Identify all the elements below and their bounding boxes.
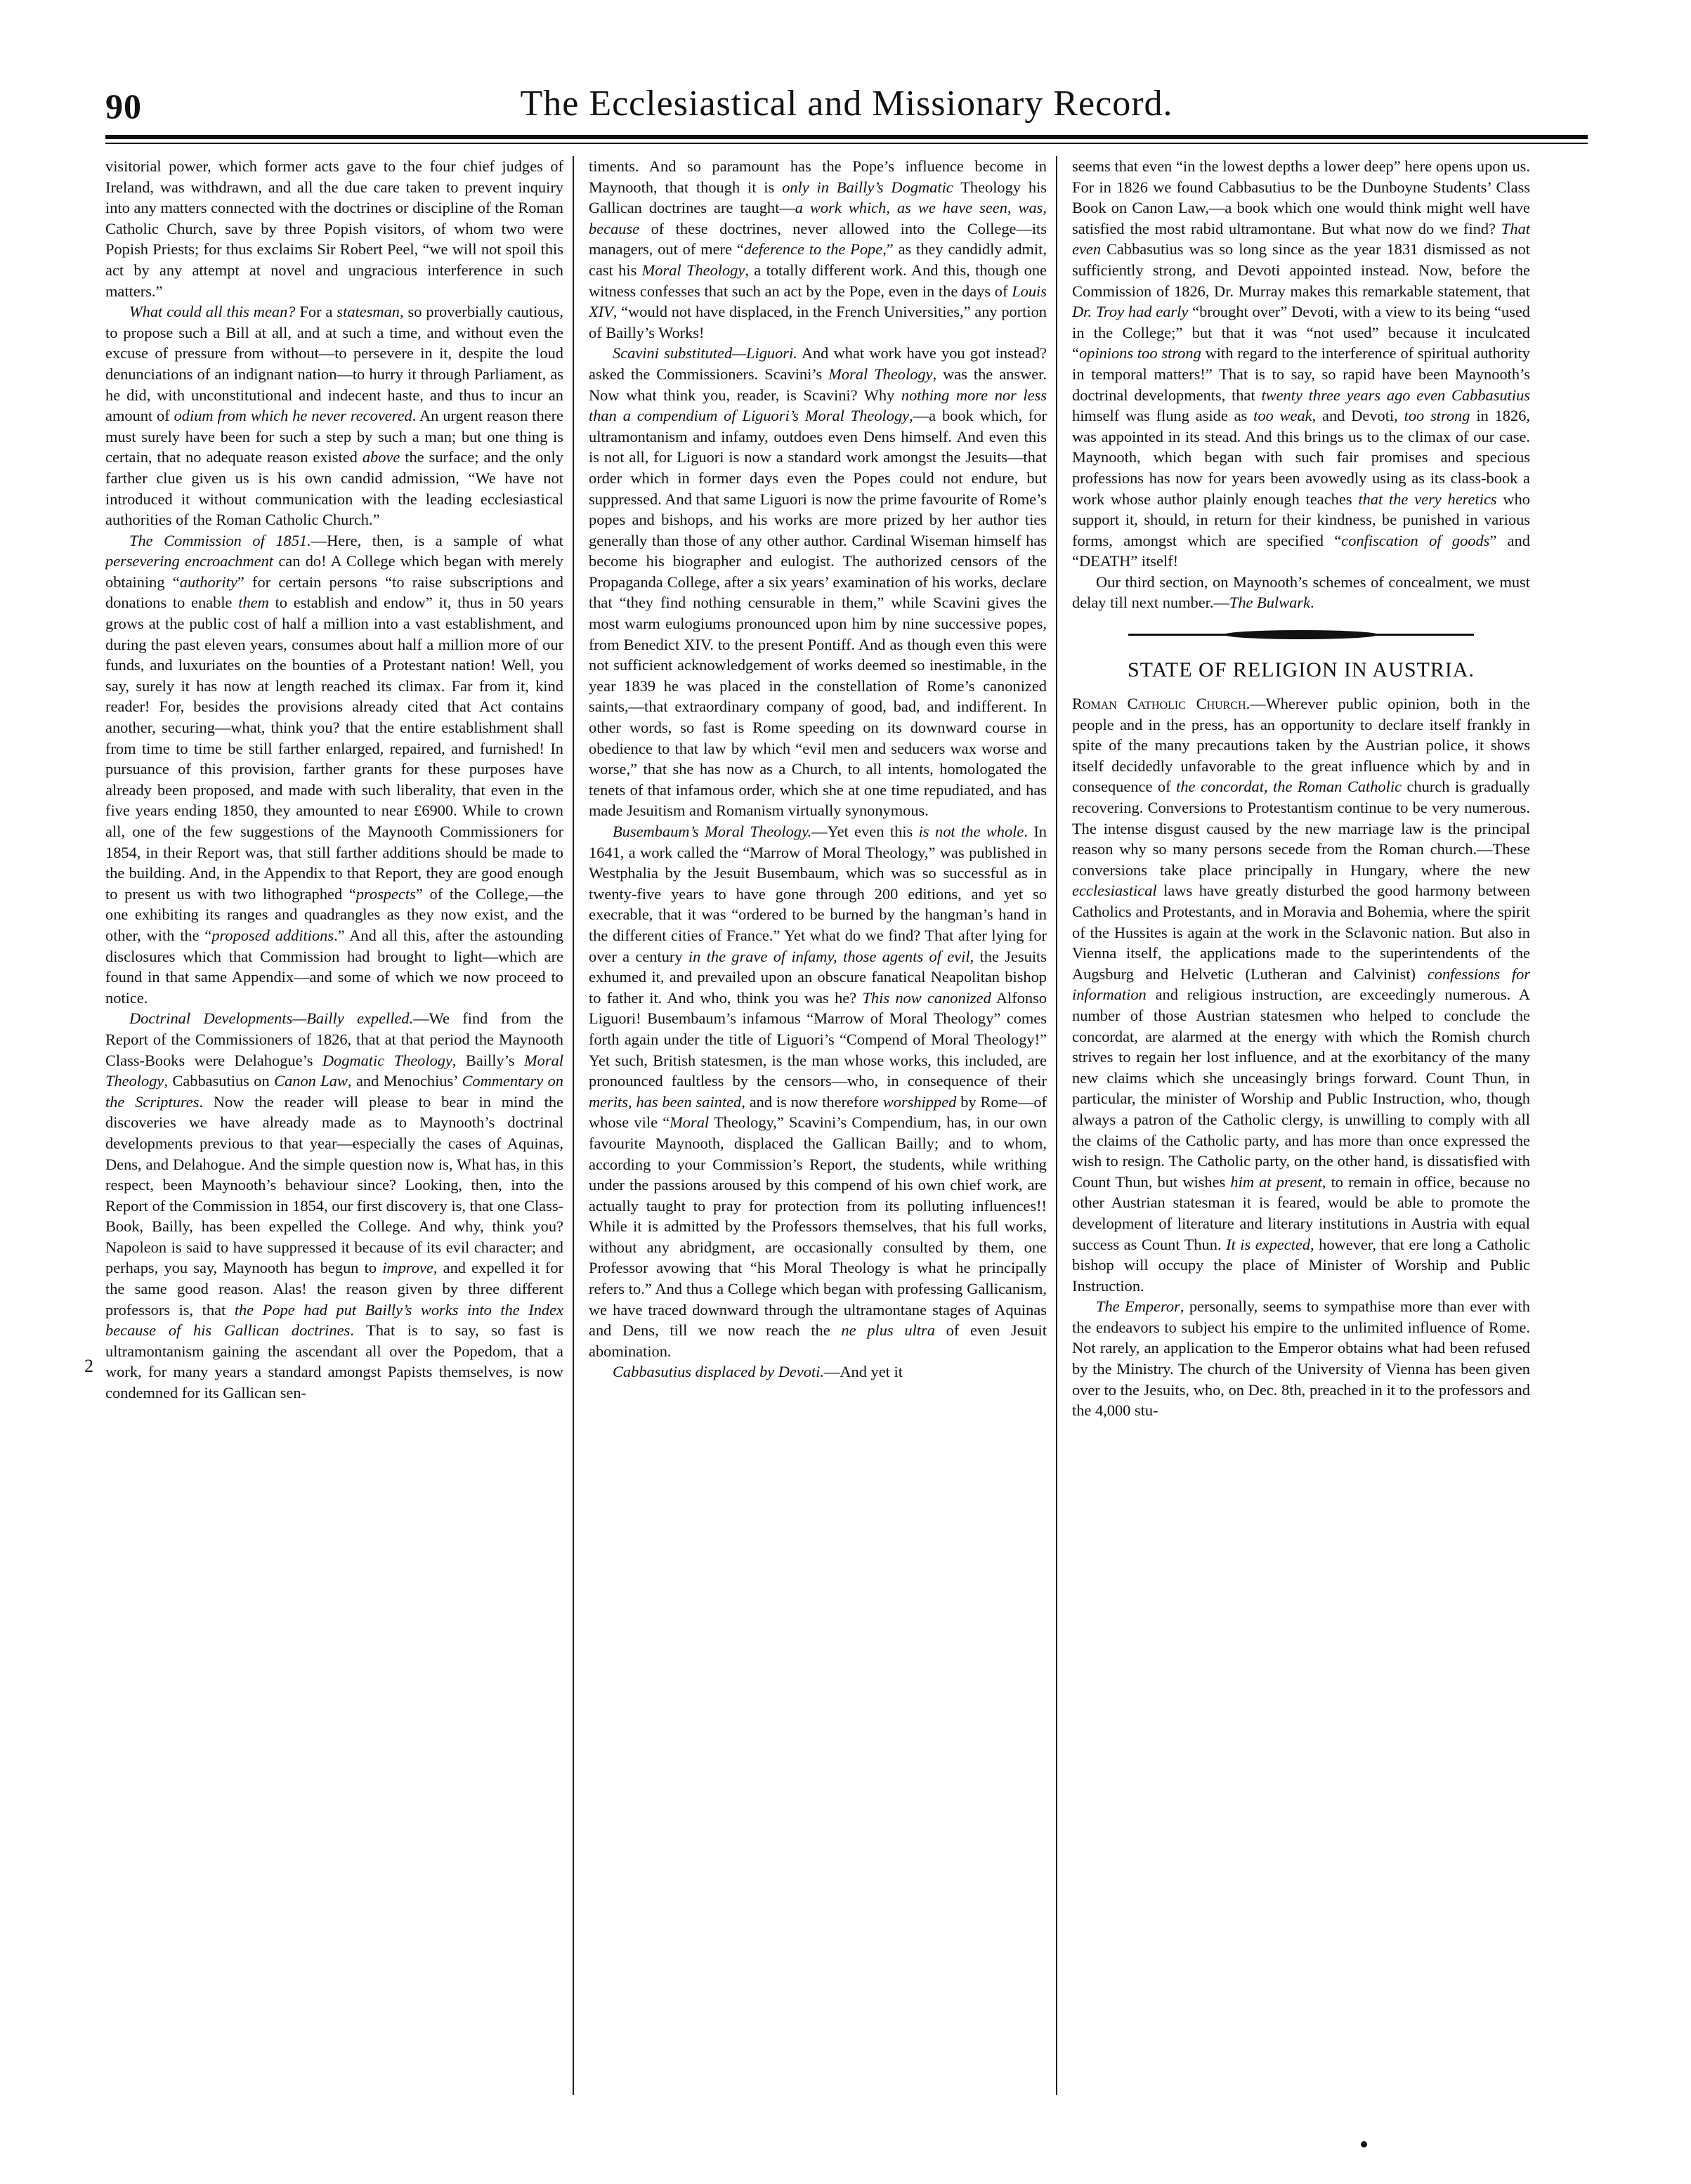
page-number: 90 <box>105 86 142 126</box>
source-attribution: The Bulwark <box>1229 594 1310 612</box>
header-rule-thick <box>105 135 1588 139</box>
subsection-heading: Cabbasutius displaced by Devoti. <box>613 1363 824 1381</box>
header-rule-thin <box>105 143 1588 144</box>
running-title: The Ecclesiastical and Missionary Record. <box>520 84 1173 124</box>
paragraph: Roman Catholic Church.—Wherever public opinion, both in the people and in the press, has an opportunity to declare itself frankly in spite of the many precautions taken by the Austrian police, it shows itself decidedly unfavorable to the great influence which by and in consequence of the concordat, the Roman Catholic church is gradually recovering. Conversions to Protestantism continue to be very numerous. The intense disgust caused by the new marriage law is the principal reason why so many persons secede from the Roman church.—These conversions take place principally in Hungary, where the new ecclesiastical laws have greatly disturbed the good harmony between Catholics and Protestants, and in Moravia and Bohemia, where the spirit of the Hussites is again at the work in the Sclavonic nation. But also in Vienna itself, the applications made to the superintendents of the Augsburg and Helvetic (Lutheran and Calvinist) confessions for information and religious instruction, are exceedingly numerous. A number of those Austrian statesmen who helped to conclude the concordat, are alarmed at the energy with which the Romish church strives to regain her lost influence, and at the exorbitancy of the many new claims which she unceasingly brings forward. Count Thun, in particular, the minister of Worship and Public Instruction, who, though always a patron of the Catholic clergy, is unwilling to comply with all the claims of the Catholic party, and has more than once expressed the wish to resign. The Catholic party, on the other hand, is dissatisfied with Count Thun, but wishes him at present, to remain in office, because no other Austrian statesman it is feared, would be able to promote the development of literature and literary institutions in Austria with equal success as Count Thun. It is expected, however, that ere long a Catholic bishop will occupy the place of Minister of Worship and Public Instruction. <box>1072 695 1530 1295</box>
subsection-heading: The Emperor <box>1096 1297 1180 1316</box>
subsection-heading: The Commission of 1851. <box>129 531 311 549</box>
subsection-heading: Doctrinal Developments—Bailly expelled. <box>129 1009 414 1028</box>
column-2 <box>589 156 1047 2116</box>
paragraph: Our third section, on Maynooth’s schemes of concealment, we must delay till next number.—The Bulwark. <box>1072 573 1530 612</box>
column-divider-1 <box>573 156 574 2095</box>
paragraph: The Emperor, personally, seems to sympathise more than ever with the endeavors to subject his empire to the unlimited influence of Rome. Not rarely, an application to the Emperor obtains what had been refused by the Ministry. The church of the University of Vienna has been given over to the Jesuits, who, on Dec. 8th, preached in it to the professors and the 4,000 stu- <box>1072 1297 1530 1420</box>
lead-phrase: What could all this mean? <box>129 303 296 321</box>
column-divider-2 <box>1056 156 1057 2095</box>
paragraph: Busembaum’s Moral Theology.—Yet even this is not the whole. In 1641, a work called the “Marrow of Moral Theology,” was published in Westphalia by the Jesuit Busembaum, which was so successful as in twenty-five years to have gone through 200 editions, and yet so execrable, that it was “ordered to be burned by the hangman’s hand in the different cities of France.” Yet what do we find? That after lying for over a century in the grave of infamy, those agents of evil, the Jesuits exhumed it, and prevailed upon an obscure fanatical Neapolitan bishop to father it. And who, think you was he? This now canonized Alfonso Liguori! Busembaum’s infamous “Marrow of Moral Theology” comes forth again under the title of Liguori’s “Compend of Moral Theology!” Yet such, British statesmen, is the man whose works, this included, are pronounced faultless by the censors—who, in consequence of their merits, has been sainted, and is now therefore worshipped by Rome—of whose vile “Moral Theology,” Scavini’s Compendium, has, in our own favourite Maynooth, displaced the Gallican Bailly; and to whom, according to your Commission’s Report, the students, while writhing under the passions aroused by this compend of his own chief work, are actually taught to pray for protection from its polluting influences!! While it is admitted by the Professors themselves, that his full works, without any abridgment, are occasionally consulted by them, one Professor avowing that “his Moral Theology is what he principally refers to.” And thus a College which began with professing Gallicanism, we have traced downward through the ultramontane stages of Aquinas and Dens, till we now reach the ne plus ultra of even Jesuit abomination. <box>589 823 1047 1360</box>
subsection-heading: Busembaum’s Moral Theology. <box>613 823 812 840</box>
paragraph: The Commission of 1851.—Here, then, is a sample of what persevering encroachment can do! A College which began with merely obtaining “authority” for certain persons “to raise subscriptions and donations to enable them to establish and endow” it, thus in 50 years grows at the public cost of half a million into a vast establishment, and during the past eleven years, consumes about half a million more of our funds, and luxuriates on the bounties of a Protestant nation! Well, you say, surely it has now at length reached its climax. Far from it, kind reader! For, besides the provisions already cited that Act contains another, securing—what, think you? that the entire establishment shall from time to time be still farther enlarged, repaired, and furnished! In pursuance of this provision, farther grants for these purposes have already been proposed, and made with such liberality, that even in the five years ending 1850, they amounted to near £6900. While to crown all, one of the few suggestions of the Maynooth Commissioners for 1854, in their Report was, that still farther additions should be made to the building. And, in the Appendix to that Report, they are good enough to present us with two lithographed “prospects” of the College,—the one exhibiting its ranges and quadrangles as they now exist, and the other, with the “proposed additions.” And all this, after the astounding disclosures which that Commission had brought to light—which are found in that same Appendix—and some of which we now proceed to notice. <box>105 531 563 1007</box>
divider-ornament <box>1224 630 1378 639</box>
bullet-mark <box>1361 2141 1367 2147</box>
paragraph: visitorial power, which former acts gave to the four chief judges of Ireland, was withdrawn, and all the due care taken to prevent inquiry into any matters connected with the doctrines or discipline of the Roman Catholic Church, save by three Popish visitors, of whom two were Popish Priests; for thus exclaims Sir Robert Peel, “we will not spoil this act by any attempt at novel and ungracious interference in such matters.” <box>105 157 563 300</box>
article-divider <box>1072 626 1530 644</box>
column-1 <box>105 156 563 2116</box>
section-heading: STATE OF RELIGION IN AUSTRIA. <box>1127 658 1475 682</box>
subsection-heading: Roman Catholic Church. <box>1072 695 1251 713</box>
paragraph: timents. And so paramount has the Pope’s influence become in Maynooth, that though it is only in Bailly’s Dogmatic Theology his Gallican doctrines are taught—a work which, as we have seen, was, because of these doctrines, never allowed into the College—its managers, out of mere “deference to the Pope,” as they candidly admit, cast his Moral Theology, a totally different work. And this, though one witness confesses that such an act by the Pope, even in the days of Louis XIV, “would not have displaced, in the French Universities,” any portion of Bailly’s Works! <box>589 157 1047 341</box>
paragraph: Doctrinal Developments—Bailly expelled.—We find from the Report of the Commissioners of 1826, that at that period the Maynooth Class-Books were Delahogue’s Dogmatic Theology, Bailly’s Moral Theology, Cabbasutius on Canon Law, and Menochius’ Commentary on the Scriptures. Now the reader will please to bear in mind the discoveries we have already made as to Maynooth’s doctrinal developments previous to that year—especially the cases of Aquinas, Dens, and Delahogue. And the simple question now is, What has, in this respect, been Maynooth’s behaviour since? Looking, then, into the Report of the Commission in 1854, our first discovery is, that one Class-Book, Bailly, has been expelled the College. And why, think you? Napoleon is said to have suppressed it because of its evil character; and perhaps, you say, Maynooth has begun to improve, and expelled it for the same good reason. Alas! the reason given by three different professors is, that the Pope had put Bailly’s works into the Index because of his Gallican doctrines. That is to say, so fast is ultramontanism gaining the ascendant all over the Popedom, that a work, for many years a standard amongst Papists themselves, is now condemned for its Gallican sen- <box>105 1009 563 1402</box>
column-3 <box>1072 156 1530 2116</box>
margin-mark: 2 <box>84 1356 93 1376</box>
paragraph: seems that even “in the lowest depths a lower deep” here opens upon us. For in 1826 we found Cabbasutius to be the Dunboyne Students’ Class Book on Canon Law,—a book which one would think might well have satisfied the most rabid ultramontane. But what now do we find? That even Cabbasutius was so long since as the year 1831 dismissed as not sufficiently strong, and Devoti appointed instead. Now, before the Commission of 1826, Dr. Murray makes this remarkable statement, that Dr. Troy had early “brought over” Devoti, with a view to its being “used in the College;” but that it was “not used” because it inculcated “opinions too strong with regard to the interference of spiritual authority in temporal matters!” That is to say, so rapid have been Maynooth’s doctrinal developments, that twenty three years ago even Cabbasutius himself was flung aside as too weak, and Devoti, too strong in 1826, was appointed in its stead. And this brings us to the climax of our case. Maynooth, which began with such fair promises and specious professions has now for years been avowedly using as its class-book a work whose author plainly enough teaches that the very heretics who support it, should, in return for their kindness, be punished in various forms, amongst which are specified “confiscation of goods” and “DEATH” itself! <box>1072 157 1530 570</box>
paragraph: Scavini substituted—Liguori. And what work have you got instead? asked the Commissioners. Scavini’s Moral Theology, was the answer. Now what think you, reader, is Scavini? Why nothing more nor less than a compendium of Liguori’s Moral Theology,—a book which, for ultramontanism and infamy, outdoes even Dens himself. And even this is not all, for Liguori is now a standard work amongst the Jesuits—that order which in former days even the Popes could not endure, but suppressed. And that same Liguori is now the prime favourite of Rome’s popes and bishops, and his works are more prized by her author ties generally than those of any other author. Cardinal Wiseman himself has become his biographer and eulogist. The authorized censors of the Propaganda College, after a six years’ examination of his works, declare that “they find nothing censurable in them,” while Scavini gives the most warm eulogiums pronounced upon him by nine successive popes, from Benedict XIV. to the present Pontiff. And as though even this were not sufficient acknowledgement of works deemed so inestimable, in the year 1839 he was placed in the constellation of Rome’s canonized saints,—that extraordinary company of good, bad, and indifferent. In other words, so fast is Rome speeding on its downward course in obedience to that law by which “evil men and seducers wax worse and worse,” that she has now as a Church, to all intents, homologated the tenets of that infamous order, which she at one time repudiated, and has made Jesuitism and Romanism virtually synonymous. <box>589 344 1047 820</box>
page-header <box>105 83 1588 132</box>
subsection-heading: Scavini substituted—Liguori. <box>613 344 797 362</box>
paragraph: What could all this mean? For a statesman, so proverbially cautious, to propose such a Bill at all, and at such a time, and without even the excuse of pressure from without—to persevere in it, despite the loud denunciations of an indignant nation—to hurry it through Parliament, as he did, with unconstitutional and indecent haste, and thus to incur an amount of odium from which he never recovered. An urgent reason there must surely have been for such a step by such a man; but one thing is certain, that no adequate reason existed above the surface; and the only farther clue given us is his own candid admission, “We have not introduced it without communication with the leading ecclesiastical authorities of the Roman Catholic Church.” <box>105 303 563 529</box>
paragraph: Cabbasutius displaced by Devoti.—And yet it <box>613 1363 903 1381</box>
